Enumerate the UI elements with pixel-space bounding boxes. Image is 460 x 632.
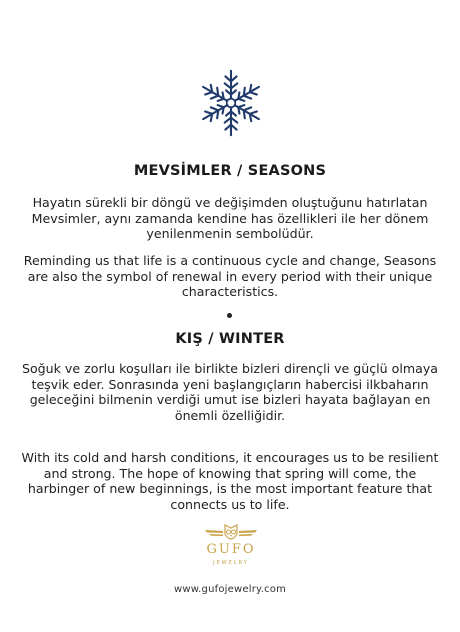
website-url: www.gufojewelry.com (173, 584, 287, 595)
brand-subtitle: JEWELRY (213, 560, 249, 566)
brand-logo (199, 522, 263, 578)
winter-text-english: With its cold and harsh conditions, it encourages us to be resilient and strong. The hope of knowing that spring will come, the harbinger of new beginnings, is the most important feature that connects us to life. (21, 450, 439, 512)
snowflake-icon (196, 68, 266, 138)
seasons-text-turkish: Hayatın sürekli bir döngü ve değişimden oluştuğunu hatırlatan Mevsimler, aynı zamanda kendine has özellikleri ile her dönem yenilenmenin sembolüdür. (31, 195, 429, 242)
seasons-text-english: Reminding us that life is a continuous cycle and change, Seasons are also the symbol of renewal in every period with their unique characteristics. (23, 253, 437, 300)
brand-name: GUFO (206, 542, 256, 557)
winter-heading: KIŞ / WINTER (175, 331, 285, 347)
owl-logo-icon (201, 522, 261, 544)
seasons-heading: MEVSİMLER / SEASONS (133, 163, 327, 179)
winter-text-turkish: Soğuk ve zorlu koşulları ile birlikte bizleri dirençli ve güçlü olmaya teşvik eder. Sonrasında yeni başlangıçların habercisi ilkbaharın geleceğini bilmenin verdiği umut ise bizleri hayata bağlayan en önemli özelliğidir. (21, 361, 439, 423)
section-divider-dot (227, 313, 232, 318)
